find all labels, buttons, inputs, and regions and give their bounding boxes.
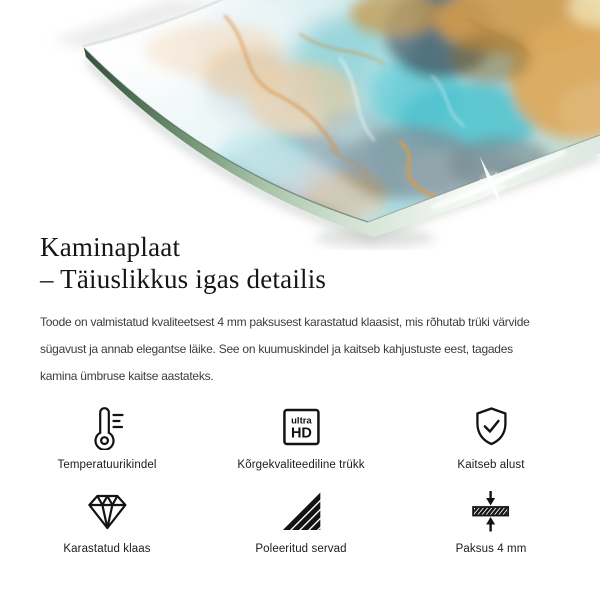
description-line: kamina ümbruse kaitse aastateks. — [40, 369, 214, 383]
thermometer-icon — [58, 404, 157, 450]
product-photo — [0, 0, 600, 250]
description-line: sügavust ja annab elegantse läike. See on kuumuskindel ja kaitseb kahjustuste eest, tagades — [40, 342, 513, 356]
feature-label: Temperatuurikindel — [57, 459, 157, 471]
glass-panel-photo — [0, 0, 600, 250]
feature-protects-base — [457, 404, 524, 471]
feature-tempered-glass — [63, 488, 150, 555]
feature-polished-edges — [255, 488, 346, 555]
thickness-icon — [456, 488, 527, 534]
description-line: Toode on valmistatud kvaliteetsest 4 mm paksusest karastatud klaasist, mis rõhutab trüki värvide — [40, 315, 530, 329]
feature-temperature — [58, 404, 157, 471]
feature-print-quality — [237, 404, 364, 471]
ultra-hd-icon — [237, 404, 364, 450]
features-grid — [0, 400, 600, 600]
feature-label: Kaitseb alust — [457, 459, 525, 471]
title-line-2: – Täiuslikkus igas detailis — [40, 264, 327, 294]
product-description — [40, 309, 530, 390]
shield-check-icon — [457, 404, 524, 450]
feature-label: Kõrgekvaliteediline trükk — [237, 459, 365, 471]
feature-label: Karastatud klaas — [63, 543, 151, 555]
feature-label: Poleeritud servad — [255, 543, 347, 555]
page-title — [40, 231, 326, 295]
feature-label: Paksus 4 mm — [455, 543, 527, 555]
diamond-icon — [63, 488, 150, 534]
ultra-hd-icon-text-top: ultra — [290, 415, 312, 427]
polished-edges-icon — [255, 488, 346, 534]
title-line-1: Kaminaplaat — [40, 232, 181, 262]
feature-thickness — [456, 488, 527, 555]
ultra-hd-icon-text-bottom: HD — [290, 425, 312, 442]
